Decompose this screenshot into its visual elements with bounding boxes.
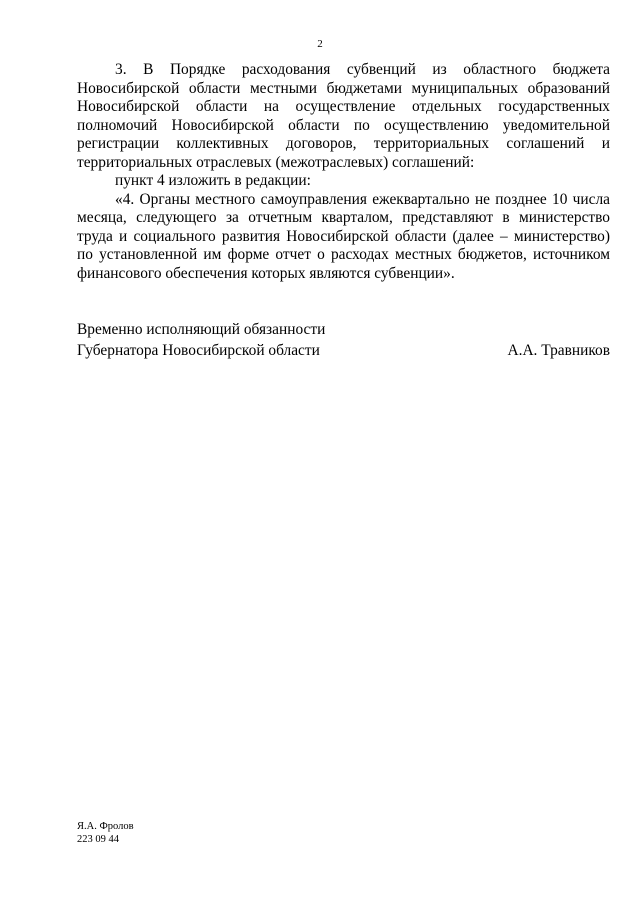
signatory-name: А.А. Травников xyxy=(507,342,610,359)
clause-intro: пункт 4 изложить в редакции: xyxy=(115,172,311,189)
page-number: 2 xyxy=(317,38,323,50)
signature-block xyxy=(77,319,610,361)
paragraph-3: 3. В Порядке расходования субвенций из областного бюджета Новосибирской области местными бюджетами муниципальных образований Новосибирской области на осуществление отдельных государственных полномочий Новосибирской области по осуществлению уведомительной регистрации коллективных договоров, территориальных соглашений и территориальных отраслевых (межотраслевых) соглашений: xyxy=(77,61,610,171)
signatory-title-line-2: Губернатора Новосибирской области xyxy=(77,342,320,359)
signatory-title-line-1: Временно исполняющий обязанности xyxy=(77,321,326,338)
clause-4-text: «4. Органы местного самоуправления ежеквартально не позднее 10 числа месяца, следующего за отчетным кварталом, представляют в министерство труда и социального развития Новосибирской области (далее – министерство) по установленной им форме отчет о расходах местных бюджетов, источником финансового обеспечения которых являются субвенции». xyxy=(77,190,610,282)
document-body xyxy=(77,61,610,283)
executor-name: Я.А. Фролов xyxy=(77,821,134,832)
executor-footer xyxy=(77,820,134,846)
executor-phone: 223 09 44 xyxy=(77,834,119,845)
